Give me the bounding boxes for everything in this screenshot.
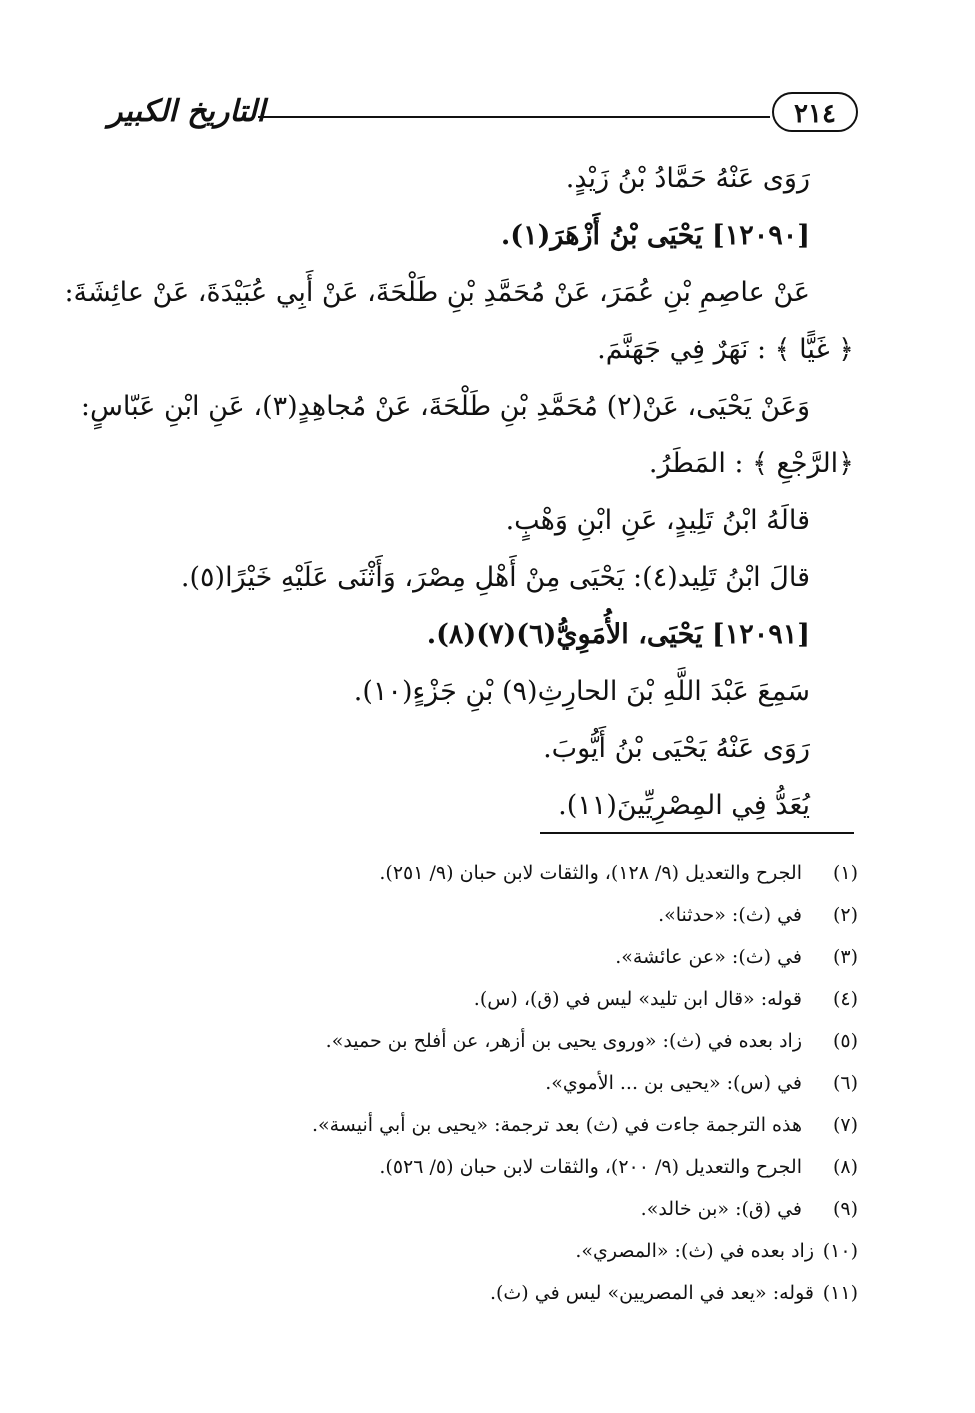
footnote <box>118 1104 858 1146</box>
text-line: عَنْ عاصِمِ بْنِ عُمَرَ، عَنْ مُحَمَّدِ بْنِ طَلْحَةَ، عَنْ أَبِي عُبَيْدَةَ، عَنْ عائِشَةَ: <box>64 277 810 308</box>
header-rule <box>258 116 770 118</box>
footnote <box>118 1020 858 1062</box>
footnote-text: في (ث): «عن عائشة». <box>615 946 802 968</box>
text-line: يُعَدُّ فِي المِصْرِيِّينَ(١١). <box>558 790 810 821</box>
text-line: رَوَى عَنْهُ يَحْيَى بْنُ أَيُّوبَ. <box>543 733 810 764</box>
page-number-badge: ٢١٤ <box>772 92 858 132</box>
text-line: رَوَى عَنْهُ حَمَّادُ بْنُ زَيْدٍ. <box>565 163 810 194</box>
footnote-number: (٧) <box>832 1114 858 1136</box>
text-line: قالَ ابْنُ تَلِيد(٤): يَحْيَى مِنْ أَهْلِ مِصْرَ، وَأَثْنَى عَلَيْهِ خَيْرًا(٥). <box>180 562 810 593</box>
footnote <box>118 978 858 1020</box>
entry-heading: [١٢٠٩١] يَحْيَى، الأُمَوِيُّ(٦)(٧)(٨). <box>426 619 810 650</box>
footnote-text: الجرح والتعديل (٩/ ١٢٨)، والثقات لابن حبان (٩/ ٢٥١). <box>379 862 802 884</box>
footnote-number: (١) <box>832 862 858 884</box>
footnote-text: في (ث): «حدثنا». <box>658 904 802 926</box>
footnote-number: (٩) <box>832 1198 858 1220</box>
text-line: وَعَنْ يَحْيَى، عَنْ(٢) مُحَمَّدِ بْنِ طَلْحَةَ، عَنْ مُجاهِدٍ(٣)، عَنِ ابْنِ عَبّاسٍ: <box>80 391 810 422</box>
footnote-text: قوله: «يعد في المصريين» ليس في (ث). <box>489 1282 814 1304</box>
text-line: ﴿ غَيًّا ﴾ : نَهَرٌ فِي جَهَنَّمَ. <box>597 334 854 365</box>
footnote <box>118 852 858 894</box>
footnote-text: زاد بعده في (ث): «المصري». <box>575 1240 814 1262</box>
footnote <box>118 1188 858 1230</box>
footnote-number: (١٠) <box>822 1240 858 1262</box>
footnotes <box>118 852 858 1314</box>
entry-heading: [١٢٠٩٠] يَحْيَى بْنُ أَزْهَرَ(١). <box>500 220 810 251</box>
footnote-number: (٨) <box>832 1156 858 1178</box>
footnote-number: (١١) <box>822 1282 858 1304</box>
footnote-divider <box>540 832 854 834</box>
footnote <box>118 1062 858 1104</box>
footnote-number: (٥) <box>832 1030 858 1052</box>
text-line: ﴿الرَّجْعِ ﴾ : المَطَرُ. <box>648 448 854 479</box>
footnote <box>118 1230 858 1272</box>
footnote-text: في (س): «يحيى بن ... الأموي». <box>545 1072 802 1094</box>
footnote-text: الجرح والتعديل (٩/ ٢٠٠)، والثقات لابن حبان (٥/ ٥٢٦). <box>379 1156 802 1178</box>
main-text <box>64 150 854 834</box>
footnote <box>118 936 858 978</box>
footnote <box>118 1272 858 1314</box>
text-line: قالَهُ ابْنُ تَلِيدٍ، عَنِ ابْنِ وَهْبٍ. <box>505 505 810 536</box>
footnote <box>118 894 858 936</box>
footnote-text: هذه الترجمة جاءت في (ث) بعد ترجمة: «يحيى بن أبي أنيسة». <box>311 1114 802 1136</box>
footnote-text: في (ق): «بن خالد». <box>640 1198 802 1220</box>
footnote <box>118 1146 858 1188</box>
footnote-number: (٣) <box>832 946 858 968</box>
footnote-number: (٤) <box>832 988 858 1010</box>
footnote-number: (٢) <box>832 904 858 926</box>
footnote-number: (٦) <box>832 1072 858 1094</box>
text-line: سَمِعَ عَبْدَ اللَّهِ بْنَ الحارِثِ(٩) بْنِ جَزْءٍ(١٠). <box>353 676 810 707</box>
page-header <box>108 92 860 136</box>
footnote-text: زاد بعده في (ث): «وروى يحيى بن أزهر، عن أفلح بن حميد». <box>325 1030 802 1052</box>
footnote-text: قوله: «قال ابن تليد» ليس في (ق)، (س). <box>473 988 802 1010</box>
running-title: التاريخ الكبير <box>108 94 266 129</box>
